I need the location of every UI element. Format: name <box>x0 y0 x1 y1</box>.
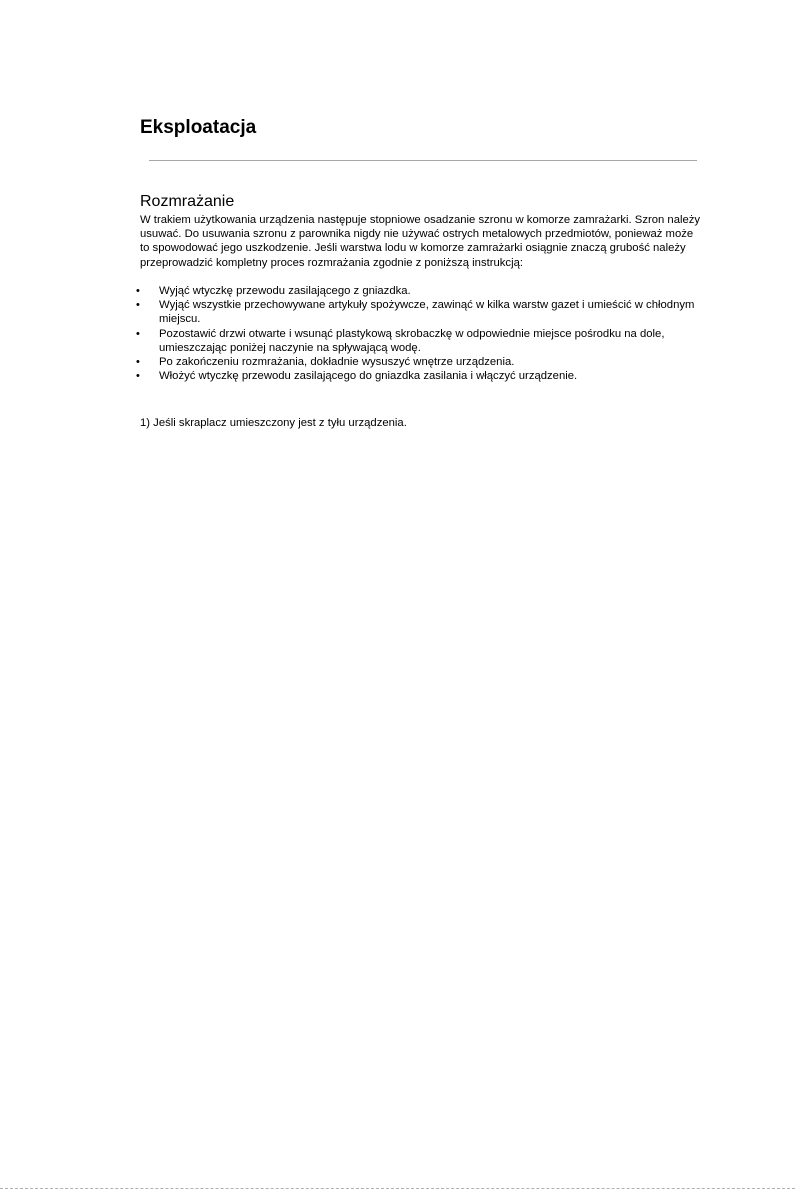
bullet-icon: • <box>136 356 140 369</box>
step-text: Pozostawić drzwi otwarte i wsunąć plastykową skrobaczkę w odpowiednie miejsce pośrodku na dole, umieszczając poniżej naczynie na spływającą wodę. <box>159 327 665 354</box>
bullet-icon: • <box>136 370 140 383</box>
bullet-icon: • <box>136 299 140 312</box>
list-item <box>136 284 710 298</box>
footnote: 1) Jeśli skraplacz umieszczony jest z tyłu urządzenia. <box>140 417 407 429</box>
list-item <box>136 355 710 369</box>
list-item <box>136 298 710 326</box>
section-heading: Rozmrażanie <box>140 193 235 210</box>
title-divider <box>149 160 697 161</box>
intro-paragraph: W trakiem użytkowania urządzenia następuje stopniowe osadzanie szronu w komorze zamrażarki. Szron należy usuwać. Do usuwania szronu z parownika nigdy nie używać ostrych metalowych przedmiotów, ponieważ może to spowodować jego uszkodzenie. Jeśli warstwa lodu w komorze zamrażarki osiągnie znaczą grubość należy przeprowadzić kompletny proces rozmrażania zgodnie z poniższą instrukcją: <box>140 214 701 269</box>
step-text: Wyjąć wszystkie przechowywane artykuły spożywcze, zawinąć w kilka warstw gazet i umieścić w chłodnym miejscu. <box>159 299 695 326</box>
list-item <box>136 369 710 383</box>
bullet-icon: • <box>136 327 140 340</box>
page-title: Eksploatacja <box>140 117 257 138</box>
step-text: Włożyć wtyczkę przewodu zasilającego do gniazdka zasilania i włączyć urządzenie. <box>159 370 578 383</box>
bullet-icon: • <box>136 285 140 297</box>
step-text: Po zakończeniu rozmrażania, dokładnie wysuszyć wnętrze urządzenia. <box>159 356 515 369</box>
page-edge-divider <box>0 1188 795 1189</box>
step-text: Wyjąć wtyczkę przewodu zasilającego z gniazdka. <box>159 285 411 297</box>
defrost-steps-list <box>136 284 710 383</box>
list-item <box>136 327 710 355</box>
